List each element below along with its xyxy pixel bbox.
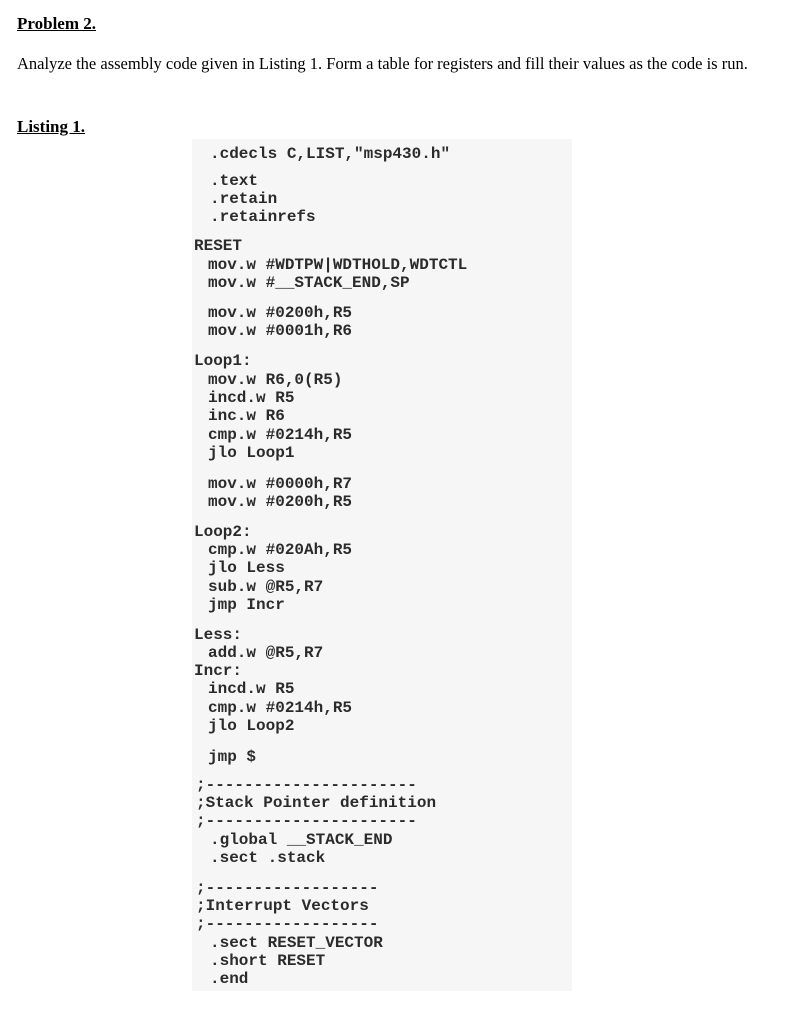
code-label: Loop2:	[194, 523, 252, 541]
problem-title: Problem 2.	[17, 14, 97, 33]
code-comment: ;------------------	[196, 915, 379, 933]
listing-title: Listing 1.	[17, 117, 86, 136]
code-line: mov.w #0200h,R5	[208, 493, 353, 511]
code-line: mov.w #0200h,R5	[208, 304, 353, 322]
code-line: .global __STACK_END	[210, 831, 393, 849]
code-label: RESET	[194, 237, 243, 255]
code-comment: ;------------------	[196, 879, 379, 897]
code-label: Incr:	[194, 662, 243, 680]
code-line: jmp Incr	[208, 596, 285, 614]
code-line: mov.w #0001h,R6	[208, 322, 353, 340]
code-line: inc.w R6	[208, 407, 285, 425]
code-line: .retainrefs	[210, 208, 316, 226]
code-label: Loop1:	[194, 352, 252, 370]
code-comment: ;Stack Pointer definition	[196, 794, 437, 812]
code-comment: ;----------------------	[196, 812, 417, 830]
code-line: mov.w R6,0(R5)	[208, 371, 343, 389]
code-line: .text	[210, 172, 259, 190]
code-line: incd.w R5	[208, 680, 295, 698]
code-line: jmp $	[208, 748, 257, 766]
code-comment: ;Interrupt Vectors	[196, 897, 369, 915]
code-line: mov.w #__STACK_END,SP	[208, 274, 410, 292]
code-line: .end	[210, 970, 249, 988]
code-line: jlo Loop1	[208, 444, 295, 462]
code-line: mov.w #0000h,R7	[208, 475, 353, 493]
code-line: .cdecls C,LIST,"msp430.h"	[210, 145, 451, 163]
code-comment: ;----------------------	[196, 776, 417, 794]
code-line: cmp.w #0214h,R5	[208, 699, 353, 717]
code-line: cmp.w #0214h,R5	[208, 426, 353, 444]
code-line: .sect .stack	[210, 849, 326, 867]
code-listing	[192, 139, 572, 991]
code-line: jlo Less	[208, 559, 285, 577]
code-line: add.w @R5,R7	[208, 644, 324, 662]
code-line: sub.w @R5,R7	[208, 578, 324, 596]
code-line: jlo Loop2	[208, 717, 295, 735]
code-line: .short RESET	[210, 952, 326, 970]
code-label: Less:	[194, 626, 243, 644]
code-line: cmp.w #020Ah,R5	[208, 541, 353, 559]
problem-prompt: Analyze the assembly code given in Listing 1. Form a table for registers and fill their values as the code is run.	[17, 54, 748, 73]
code-line: .sect RESET_VECTOR	[210, 934, 383, 952]
code-line: .retain	[210, 190, 278, 208]
code-line: mov.w #WDTPW|WDTHOLD,WDTCTL	[208, 256, 468, 274]
code-line: incd.w R5	[208, 389, 295, 407]
